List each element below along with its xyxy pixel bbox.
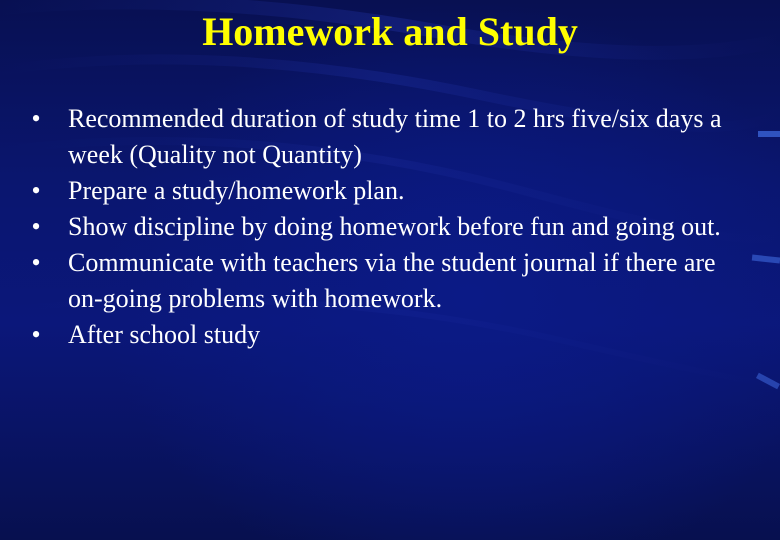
bullet-dot-icon: • bbox=[31, 320, 41, 349]
bullet-item-communicate-teachers bbox=[26, 245, 746, 317]
bullet-text: After school study bbox=[68, 320, 261, 349]
bullet-text: Communicate with teachers via the student journal if there are on-going problems with homework. bbox=[68, 248, 716, 313]
bullet-list bbox=[26, 101, 746, 353]
bullet-item-after-school-study bbox=[26, 317, 746, 353]
edge-mark-2 bbox=[752, 255, 780, 264]
bullet-dot-icon: • bbox=[31, 176, 41, 205]
bullet-item-study-duration bbox=[26, 101, 746, 173]
bullet-dot-icon: • bbox=[31, 104, 41, 133]
bullet-dot-icon: • bbox=[31, 248, 41, 277]
bullet-text: Prepare a study/homework plan. bbox=[68, 176, 405, 205]
bullet-item-discipline bbox=[26, 209, 746, 245]
slide-title: Homework and Study bbox=[202, 9, 578, 54]
edge-mark-1 bbox=[758, 131, 780, 137]
bullet-text: Recommended duration of study time 1 to 2 hrs five/six days a week (Quality not Quantity) bbox=[68, 104, 722, 169]
bullet-item-study-plan bbox=[26, 173, 746, 209]
bullet-text: Show discipline by doing homework before fun and going out. bbox=[68, 212, 721, 241]
bullet-dot-icon: • bbox=[31, 212, 41, 241]
